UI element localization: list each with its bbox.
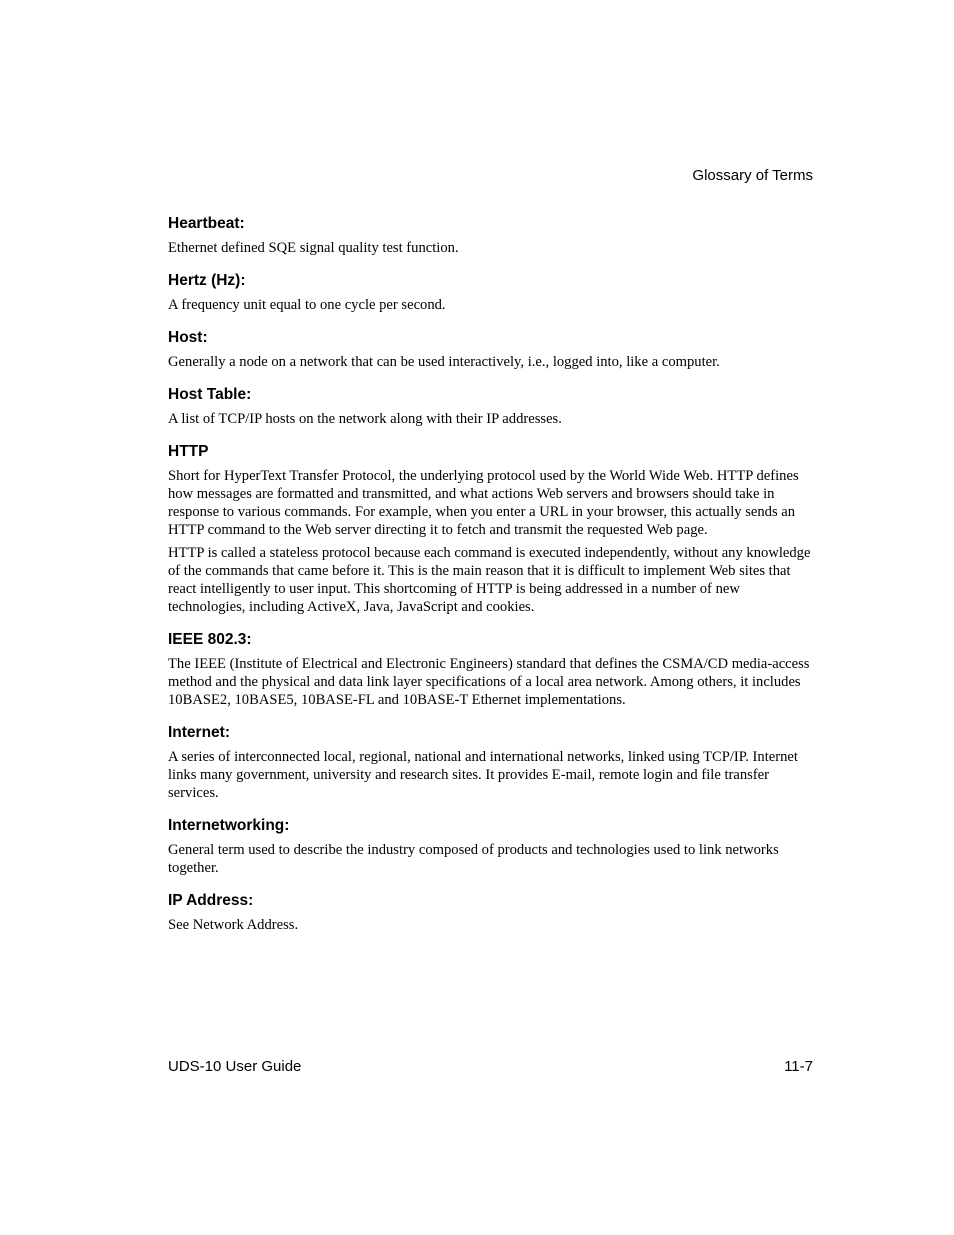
glossary-entry-internet	[168, 723, 816, 802]
glossary-term: Internet:	[168, 724, 230, 741]
glossary-entry-http	[168, 442, 816, 616]
glossary-definition: A frequency unit equal to one cycle per second.	[168, 297, 446, 313]
glossary-term: Hertz (Hz):	[168, 272, 246, 289]
glossary-definition: A series of interconnected local, regional, national and international networks, linked using TCP/IP. Internet links many government, university and research sites. It provides E-mail, remote login and file transfer services.	[168, 749, 798, 801]
glossary-entry-hertz	[168, 271, 816, 314]
glossary-term: HTTP	[168, 443, 209, 460]
running-header: Glossary of Terms	[692, 167, 813, 184]
glossary-definition: Short for HyperText Transfer Protocol, the underlying protocol used by the World Wide Web. HTTP defines how messages are formatted and transmitted, and what actions Web servers and browsers should take in response to various commands. For example, when you enter a URL in your browser, this actually sends an HTTP command to the Web server directing it to fetch and transmit the requested Web page.	[168, 468, 799, 538]
footer-doc-title: UDS-10 User Guide	[168, 1058, 302, 1075]
glossary-term: Host Table:	[168, 386, 252, 403]
glossary-entry-host	[168, 328, 816, 371]
glossary-term: IEEE 802.3:	[168, 631, 252, 648]
glossary-definition: The IEEE (Institute of Electrical and Electronic Engineers) standard that defines the CSMA/CD media-access method and the physical and data link layer specifications of a local area network. Among others, it includes 10BASE2, 10BASE5, 10BASE-FL and 10BASE-T Ethernet implementations.	[168, 656, 810, 708]
glossary-term: Internetworking:	[168, 817, 290, 834]
glossary-entry-host-table	[168, 385, 816, 428]
glossary-entry-ieee-802-3	[168, 630, 816, 709]
glossary-definition: HTTP is called a stateless protocol because each command is executed independently, without any knowledge of the commands that came before it. This is the main reason that it is difficult to implement Web sites that react intelligently to user input. This shortcoming of HTTP is being addressed in a number of new technologies, including ActiveX, Java, JavaScript and cookies.	[168, 545, 811, 615]
running-footer	[168, 1058, 813, 1076]
glossary-definition: See Network Address.	[168, 917, 299, 933]
glossary-term: Host:	[168, 329, 208, 346]
glossary-term: Heartbeat:	[168, 215, 245, 232]
glossary-entries	[168, 214, 816, 948]
glossary-entry-ip-address	[168, 891, 816, 934]
glossary-definition: General term used to describe the industry composed of products and technologies used to link networks together.	[168, 842, 779, 876]
footer-page-number: 11-7	[784, 1058, 813, 1075]
glossary-entry-heartbeat	[168, 214, 816, 257]
glossary-definition: Generally a node on a network that can be used interactively, i.e., logged into, like a computer.	[168, 354, 720, 370]
glossary-definition: Ethernet defined SQE signal quality test function.	[168, 240, 459, 256]
glossary-definition: A list of TCP/IP hosts on the network along with their IP addresses.	[168, 411, 562, 427]
glossary-entry-internetworking	[168, 816, 816, 877]
glossary-term: IP Address:	[168, 892, 254, 909]
